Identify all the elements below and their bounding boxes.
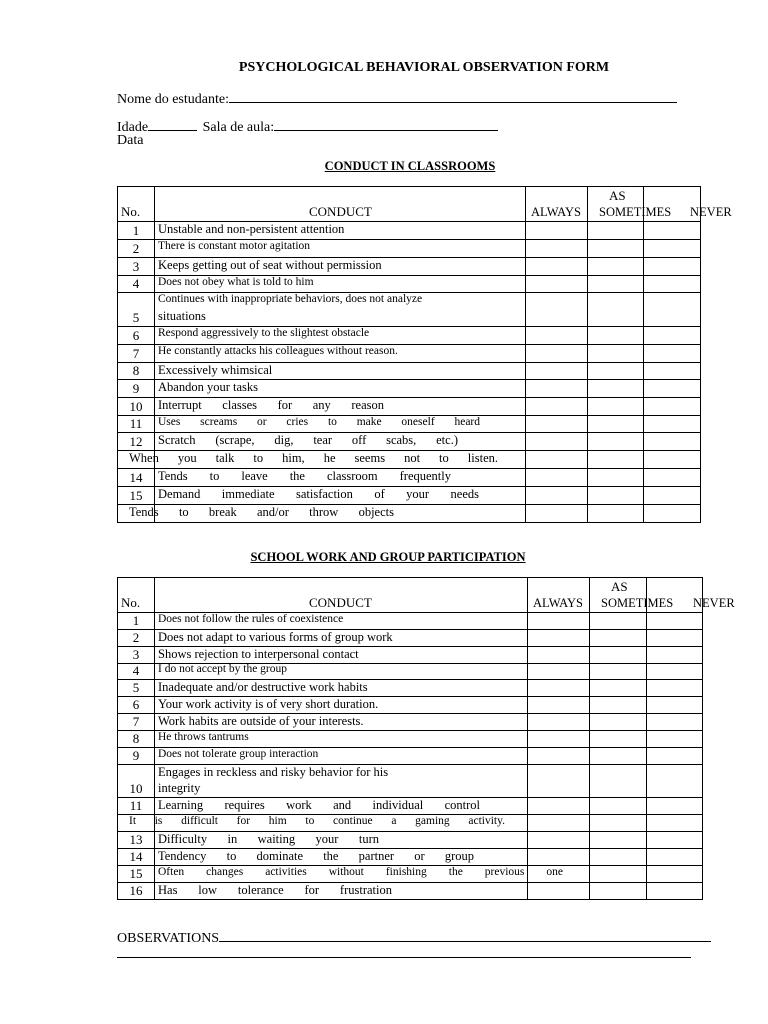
student-name-label: Nome do estudante: xyxy=(117,92,229,107)
row-conduct-text: Demand immediate satisfaction of your needs xyxy=(158,487,479,501)
row-conduct-text: Tends to break and/or throw objects xyxy=(129,505,394,519)
row-conduct-text: Excessively whimsical xyxy=(158,362,273,377)
header-sometimes: SOMETIMES xyxy=(601,596,674,610)
row-conduct-text: Often changes activities without finishing the previous one xyxy=(158,865,563,878)
row-number: 15 xyxy=(129,866,143,881)
table-vline xyxy=(702,577,703,900)
row-conduct-text: Scratch (scrape, dig, tear off scabs, etc.) xyxy=(158,433,458,447)
header-sometimes: SOMETIMES xyxy=(599,205,672,219)
header-always: ALWAYS xyxy=(531,205,582,219)
row-number: 3 xyxy=(132,259,140,274)
row-number: 11 xyxy=(129,416,143,431)
row-number: 9 xyxy=(132,381,140,396)
header-conduct: CONDUCT xyxy=(309,595,372,610)
row-conduct-text: Has low tolerance for frustration xyxy=(158,882,392,897)
row-conduct-text: Difficulty in waiting your turn xyxy=(158,831,379,846)
row-conduct-text: Does not obey what is told to him xyxy=(158,275,314,288)
classroom-label: Sala de aula: xyxy=(202,120,275,135)
age-line xyxy=(148,116,197,131)
row-conduct-text: Does not tolerate group interaction xyxy=(158,747,319,760)
row-number: 11 xyxy=(129,798,143,813)
row-number: 1 xyxy=(132,613,140,628)
row-number: 13 xyxy=(129,832,143,847)
row-conduct-text: Continues with inappropriate behaviors, does not analyze xyxy=(158,293,423,305)
row-number: 7 xyxy=(132,714,140,729)
row-conduct-text: Uses screams or cries to make oneself heard xyxy=(158,415,480,428)
header-as: AS xyxy=(609,188,626,203)
row-number: 10 xyxy=(129,399,143,414)
row-number: 6 xyxy=(132,328,140,343)
row-number: 4 xyxy=(132,663,140,678)
table-vline xyxy=(646,577,647,900)
row-number: 3 xyxy=(132,647,140,662)
row-number: 1 xyxy=(132,223,140,238)
row-conduct-text: Learning requires work and individual control xyxy=(158,797,480,812)
row-conduct-text-line2: situations xyxy=(158,309,206,323)
table-vline xyxy=(643,186,644,523)
row-conduct-text: Tends to leave the classroom frequently xyxy=(158,469,451,483)
row-number: 12 xyxy=(129,434,143,449)
observations-label: OBSERVATIONS xyxy=(117,931,220,946)
student-name-field[interactable] xyxy=(117,88,677,108)
row-conduct-text: It is difficult for him to continue a gaming activity. xyxy=(129,814,505,827)
row-number: 15 xyxy=(129,488,143,503)
age-label: Idade xyxy=(117,120,149,135)
row-conduct-text: Work habits are outside of your interests. xyxy=(158,713,364,728)
table-hline xyxy=(117,522,700,523)
classroom-line xyxy=(274,116,498,131)
table-vline xyxy=(527,577,528,900)
table-vline xyxy=(525,186,526,523)
row-conduct-text: When you talk to him, he seems not to listen. xyxy=(129,451,498,465)
row-number: 14 xyxy=(129,470,143,485)
row-conduct-text: There is constant motor agitation xyxy=(158,240,311,252)
row-conduct-text: Does not follow the rules of coexistence xyxy=(158,612,344,625)
header-always: ALWAYS xyxy=(533,596,584,610)
row-conduct-text: Respond aggressively to the slightest obstacle xyxy=(158,327,370,339)
row-conduct-text: Tendency to dominate the partner or group xyxy=(158,848,474,863)
date-label: Data xyxy=(117,133,144,148)
table-hline xyxy=(117,577,702,578)
row-number: 10 xyxy=(129,781,143,796)
row-number: 8 xyxy=(132,363,140,378)
row-number: 8 xyxy=(132,731,140,746)
row-number: 6 xyxy=(132,697,140,712)
observations-line xyxy=(219,927,711,942)
header-conduct: CONDUCT xyxy=(309,204,372,219)
row-number: 2 xyxy=(132,241,140,256)
table-vline xyxy=(587,186,588,523)
row-number: 7 xyxy=(132,346,140,361)
row-conduct-text: Does not adapt to various forms of group work xyxy=(158,629,393,644)
row-conduct-text: He constantly attacks his colleagues without reason. xyxy=(158,345,398,357)
row-number: 2 xyxy=(132,630,140,645)
row-conduct-text: I do not accept by the group xyxy=(158,663,288,675)
row-number: 14 xyxy=(129,849,143,864)
table-vline xyxy=(589,577,590,900)
observations-line-2 xyxy=(117,957,691,958)
section1-title: CONDUCT IN CLASSROOMS xyxy=(324,159,496,173)
row-conduct-text: Abandon your tasks xyxy=(158,380,258,394)
header-no: No. xyxy=(121,595,141,610)
age-classroom-field[interactable] xyxy=(117,116,498,136)
row-conduct-text: Interrupt classes for any reason xyxy=(158,398,384,412)
row-conduct-text: Unstable and non-persistent attention xyxy=(158,222,345,236)
table-vline xyxy=(700,186,701,523)
row-conduct-text: Your work activity is of very short duration. xyxy=(158,696,379,711)
header-never: NEVER xyxy=(690,205,732,219)
observations-field[interactable] xyxy=(117,927,711,947)
row-conduct-text: Keeps getting out of seat without permission xyxy=(158,258,382,272)
row-conduct-text: Shows rejection to interpersonal contact xyxy=(158,646,359,661)
row-number: 16 xyxy=(129,883,143,898)
row-number: 5 xyxy=(132,310,140,325)
row-conduct-text: Inadequate and/or destructive work habits xyxy=(158,679,368,694)
header-no: No. xyxy=(121,204,141,219)
student-name-line xyxy=(229,88,677,103)
section2-title: SCHOOL WORK AND GROUP PARTICIPATION xyxy=(250,550,526,564)
header-never: NEVER xyxy=(693,596,735,610)
row-conduct-text: He throws tantrums xyxy=(158,730,249,743)
row-number: 9 xyxy=(132,748,140,763)
row-number: 4 xyxy=(132,276,140,291)
row-number: 5 xyxy=(132,680,140,695)
form-title: PSYCHOLOGICAL BEHAVIORAL OBSERVATION FORM xyxy=(238,60,610,75)
row-conduct-text-line2: integrity xyxy=(158,781,201,795)
table-hline xyxy=(117,186,700,187)
row-conduct-text: Engages in reckless and risky behavior for his xyxy=(158,765,389,779)
table-hline xyxy=(117,899,702,900)
header-as: AS xyxy=(611,579,628,594)
